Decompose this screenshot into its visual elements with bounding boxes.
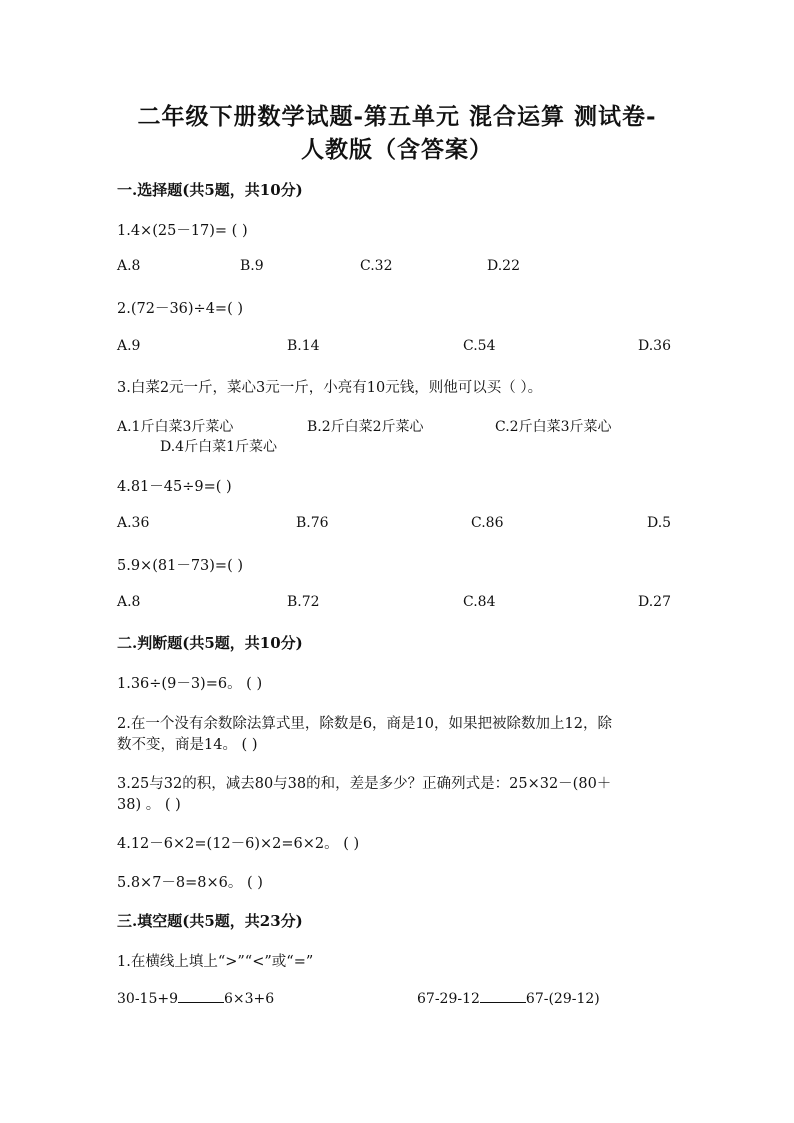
choice-q4-option-d: D.5	[647, 515, 672, 531]
choice-q3-option-d: D.4斤白菜1斤菜心	[160, 439, 277, 455]
choice-q1-option-b: B.9	[240, 258, 264, 274]
choice-q4-option-a: A.36	[117, 515, 150, 531]
title-line-1: 二年级下册数学试题-第五单元 混合运算 测试卷-	[137, 103, 657, 130]
judge-question-2-line-2: 数不变，商是14。 ( )	[117, 737, 258, 753]
choice-q5-option-a: A.8	[117, 594, 141, 610]
fill-question-1: 1.在横线上填上“>”“<”或“=”	[117, 954, 314, 970]
choice-q3-option-a: A.1斤白菜3斤菜心	[117, 419, 234, 435]
choice-q2-option-b: B.14	[287, 338, 320, 354]
judge-question-5: 5.8×7－8=8×6。 ( )	[117, 875, 263, 891]
choice-question-4: 4.81－45÷9=( )	[117, 479, 232, 495]
section-3-heading: 三.填空题(共5题，共23分)	[117, 912, 303, 930]
judge-question-2-line-1: 2.在一个没有余数除法算式里，除数是6，商是10，如果把被除数加上12，除	[117, 716, 612, 732]
compare-expression-2	[417, 990, 600, 1007]
choice-q2-option-d: D.36	[638, 338, 671, 354]
expr-1-left: 30-15+9	[117, 991, 178, 1007]
answer-blank-1[interactable]	[178, 990, 224, 1003]
section-1-heading: 一.选择题(共5题，共10分)	[117, 181, 303, 199]
title-line-2: 人教版（含答案）	[301, 136, 493, 163]
choice-q1-option-a: A.8	[117, 258, 141, 274]
choice-q5-option-b: B.72	[287, 594, 320, 610]
expr-1-right: 6×3+6	[224, 991, 275, 1007]
judge-question-1: 1.36÷(9－3)=6。 ( )	[117, 676, 263, 692]
choice-q2-option-c: C.54	[463, 338, 496, 354]
expr-2-right: 67-(29-12)	[525, 991, 600, 1007]
judge-question-4: 4.12－6×2=(12－6)×2=6×2。 ( )	[117, 836, 360, 852]
judge-question-3-line-1: 3.25与32的积，减去80与38的和，差是多少？正确列式是：25×32－(80＋	[117, 776, 612, 792]
choice-q5-option-d: D.27	[638, 594, 671, 610]
choice-q2-option-a: A.9	[117, 338, 141, 354]
choice-q5-option-c: C.84	[463, 594, 496, 610]
choice-question-3: 3.白菜2元一斤，菜心3元一斤，小亮有10元钱，则他可以买（ ）。	[117, 380, 543, 396]
expr-2-left: 67-29-12	[417, 991, 480, 1007]
choice-question-2: 2.(72－36)÷4=( )	[117, 301, 243, 317]
choice-q4-option-c: C.86	[471, 515, 504, 531]
choice-q3-option-c: C.2斤白菜3斤菜心	[495, 419, 612, 435]
choice-q1-option-c: C.32	[360, 258, 393, 274]
section-2-heading: 二.判断题(共5题，共10分)	[117, 634, 303, 652]
choice-q1-option-d: D.22	[487, 258, 520, 274]
choice-q3-option-b: B.2斤白菜2斤菜心	[307, 419, 424, 435]
answer-blank-2[interactable]	[480, 990, 526, 1003]
compare-expression-1	[117, 990, 274, 1007]
choice-question-5: 5.9×(81－73)=( )	[117, 558, 243, 574]
choice-q4-option-b: B.76	[296, 515, 329, 531]
choice-question-1: 1.4×(25－17)= ( )	[117, 223, 248, 239]
judge-question-3-line-2: 38) 。 ( )	[117, 797, 181, 813]
